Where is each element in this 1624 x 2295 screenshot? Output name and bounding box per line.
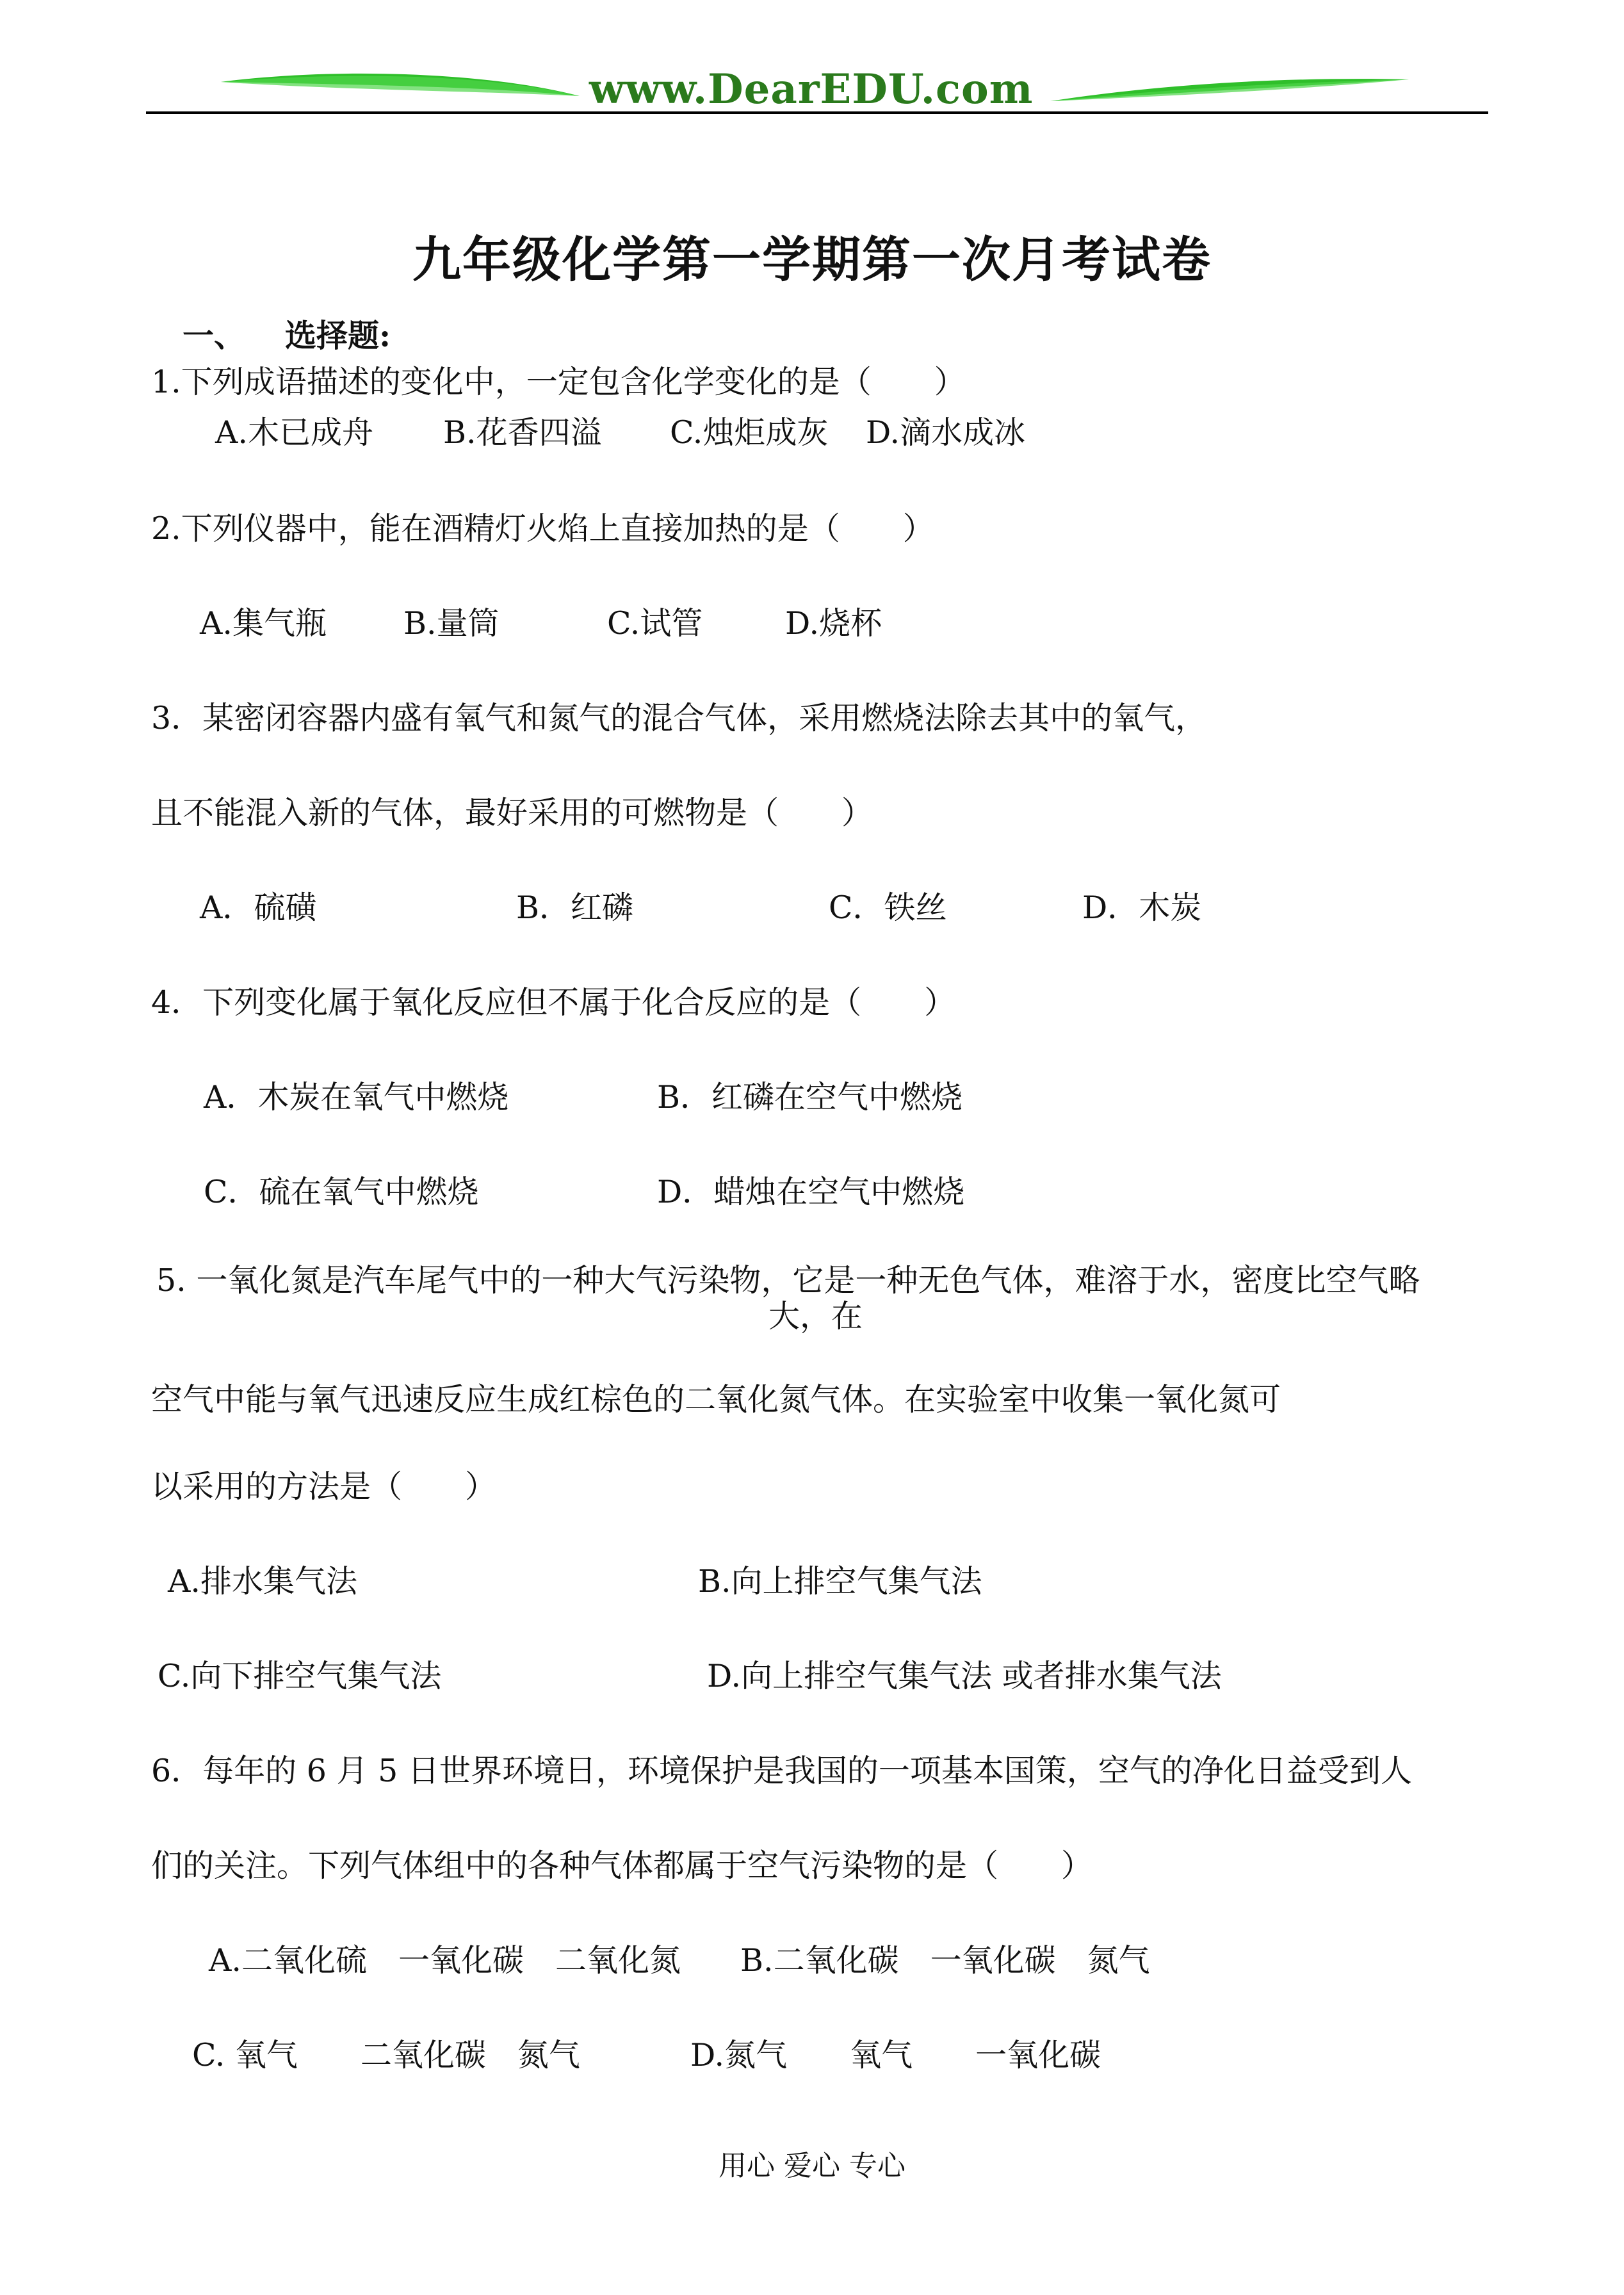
question-6-text-line-1: 6．每年的 6 月 5 日世界环境日，环境保护是我国的一项基本国策，空气的净化日益受到人 xyxy=(151,1753,1412,1789)
question-3-text-line-2: 且不能混入新的气体，最好采用的可燃物是（ ） xyxy=(151,795,873,831)
question-2-option-a: A.集气瓶 xyxy=(200,605,327,642)
question-5-text-line-2: 大，在 xyxy=(768,1298,863,1334)
page-title: 九年级化学第一学期第一次月考试卷 xyxy=(412,231,1212,288)
question-3-text-line-1: 3．某密闭容器内盛有氧气和氮气的混合气体，采用燃烧法除去其中的氧气， xyxy=(151,700,1207,736)
question-1-option-a: A.木已成舟 xyxy=(215,414,373,451)
question-4-option-a: A．木炭在氧气中燃烧 xyxy=(204,1079,509,1115)
site-logo-text: www.DearEDU.com xyxy=(589,65,1034,113)
question-1-option-c: C.烛炬成灰 xyxy=(670,414,829,451)
question-5-text-line-4: 以采用的方法是（ ） xyxy=(151,1468,497,1505)
question-4-option-b: B．红磷在空气中燃烧 xyxy=(657,1079,963,1115)
question-6-option-a: A.二氧化硫 一氧化碳 二氧化氮 xyxy=(209,1942,681,1979)
question-3-option-c: C．铁丝 xyxy=(829,889,947,926)
site-banner xyxy=(0,0,1624,128)
question-5-option-a: A.排水集气法 xyxy=(168,1563,357,1600)
question-5-option-b: B.向上排空气集气法 xyxy=(698,1563,982,1600)
question-5-option-c: C.向下排空气集气法 xyxy=(158,1658,442,1694)
question-2-option-b: B.量筒 xyxy=(403,605,499,642)
question-5-option-d: D.向上排空气集气法 或者排水集气法 xyxy=(707,1658,1222,1694)
section-number: 一、 xyxy=(183,317,246,354)
question-1-option-b: B.花香四溢 xyxy=(443,414,602,451)
question-3-option-a: A．硫磺 xyxy=(200,889,317,926)
question-5-text-line-3: 空气中能与氧气迅速反应生成红棕色的二氧化氮气体。在实验室中收集一氧化氮可 xyxy=(151,1381,1281,1418)
question-5-text-line-1: 5. 一氧化氮是汽车尾气中的一种大气污染物，它是一种无色气体，难溶于水，密度比空气略 xyxy=(156,1262,1420,1299)
section-label: 选择题: xyxy=(285,317,391,354)
question-6-text-line-2: 们的关注。下列气体组中的各种气体都属于空气污染物的是（ ） xyxy=(151,1847,1093,1884)
question-3-option-d: D．木炭 xyxy=(1082,889,1202,926)
question-6-option-b: B.二氧化碳 一氧化碳 氮气 xyxy=(740,1942,1150,1979)
page-footer: 用心 爱心 专心 xyxy=(719,2150,905,2182)
question-4-text: 4．下列变化属于氧化反应但不属于化合反应的是（ ） xyxy=(151,984,956,1021)
question-2-option-d: D.烧杯 xyxy=(785,605,882,642)
question-1-option-d: D.滴水成冰 xyxy=(866,414,1026,451)
question-1-text: 1.下列成语描述的变化中，一定包含化学变化的是（ ） xyxy=(151,364,966,400)
section-heading xyxy=(183,311,391,356)
question-4-option-c: C．硫在氧气中燃烧 xyxy=(204,1174,479,1210)
question-3-option-b: B．红磷 xyxy=(516,889,634,926)
question-6-option-d: D.氮气 氧气 一氧化碳 xyxy=(690,2037,1101,2073)
question-4-option-d: D．蜡烛在空气中燃烧 xyxy=(657,1174,965,1210)
question-2-option-c: C.试管 xyxy=(607,605,703,642)
question-6-option-c: C. 氧气 二氧化碳 氮气 xyxy=(192,2037,580,2073)
question-2-text: 2.下列仪器中，能在酒精灯火焰上直接加热的是（ ） xyxy=(151,510,934,547)
